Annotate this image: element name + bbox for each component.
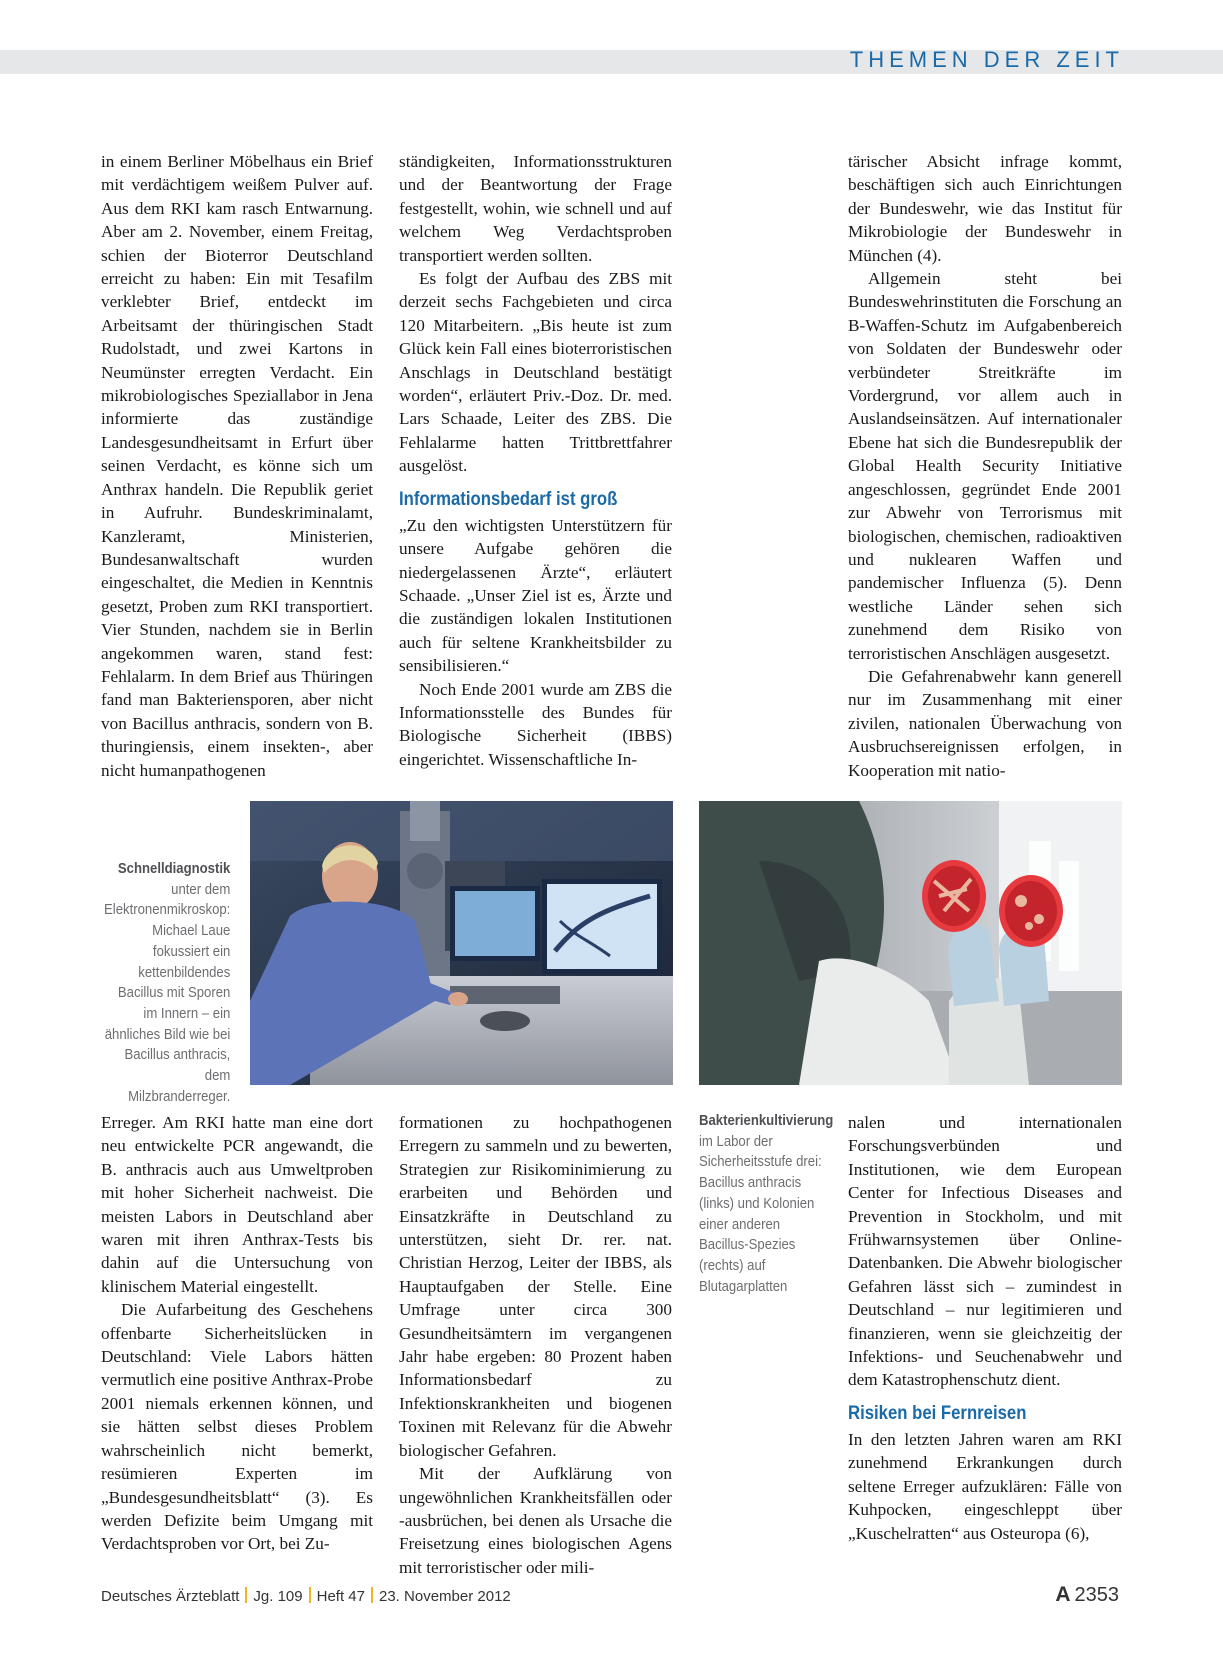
paragraph: in einem Berliner Möbelhaus ein Brief mit verdächtigem weißem Pulver auf. Aus dem RKI kam rasch Entwarnung. Aber am 2. November, einem Freitag, schien der Bioterror Deutschland erreicht zu haben: Ein mit Tesafilm verklebter Brief, entdeckt im Arbeitsamt der thüringischen Stadt Rudolstadt, und zwei Kartons in Neumünster erregten Verdacht. Ein mikrobiologisches Speziallabor in Jena informierte das zuständige Landesgesundheitsamt in Erfurt über seinen Verdacht, es könne sich um Anthrax handeln. Die Republik geriet in Aufruhr. Bundeskriminalamt, Kanzleramt, Ministerien, Bundesanwaltschaft wurden eingeschaltet, die Medien in Kenntnis gesetzt, Proben zum RKI transportiert. Vier Stunden, nachdem sie in Berlin angekommen waren, stand fest: Fehlalarm. In dem Brief aus Thüringen fand man Bakteriensporen, aber nicht von Bacillus anthracis, sondern von B. thuringiensis, einem insekten-, aber nicht humanpathogenen	[101, 152, 373, 780]
column-3-top	[848, 150, 1122, 782]
photo-electron-microscope	[250, 801, 673, 1085]
caption-1-lead: Schnelldiagnostik	[117, 861, 231, 877]
caption-photo-1	[90, 859, 231, 1107]
footer-separator	[309, 1587, 311, 1603]
caption-photo-2	[699, 1111, 834, 1297]
paragraph: „Zu den wichtigsten Unterstützern für unsere Aufgabe gehören die niedergelassenen Ärzte“, erläutert Schaade. „Unser Ziel ist es, Ärzte und die zuständigen lokalen Institutionen auch für seltene Krankheitsbilder zu sensibilisieren.“	[399, 515, 672, 676]
journal-name: Deutsches Ärzteblatt	[101, 1588, 240, 1605]
paragraph: tärischer Absicht infrage kommt, beschäftigen sich auch Einrichtungen der Bundeswehr, wie das Institut für Mikrobiologie der Bundeswehr in München (4).	[848, 152, 1122, 265]
column-2-top	[399, 150, 672, 782]
photo-bacteria-culture	[699, 801, 1122, 1085]
paragraph: Die Gefahrenabwehr kann generell nur im Zusammenhang mit einer zivilen, nationalen Überwachung von Ausbruchsereignissen erfolgen, in Kooperation mit natio-	[848, 666, 1122, 780]
page-prefix: A	[1055, 1583, 1071, 1606]
paragraph: Mit der Aufklärung von ungewöhnlichen Krankheitsfällen oder -ausbrüchen, bei denen als Ursache die Freisetzung eines biologischen Agens mit terroristischer oder mili-	[399, 1464, 672, 1577]
footer-citation	[101, 1587, 511, 1605]
caption-2-text: im Labor der Sicherheitsstufe drei: Bacillus anthracis (links) und Kolonien einer anderen Bacillus-Spezies (rechts) auf Blutagarplatten	[699, 1133, 822, 1295]
photo-electron-microscope-graphic	[250, 801, 673, 1085]
footer-separator	[245, 1587, 247, 1603]
paragraph: In den letzten Jahren waren am RKI zunehmend Erkrankungen durch seltene Erreger aufzuklären: Fälle von Kuhpocken, eingeschleppt über „Kuschelratten“ aus Osteuropa (6),	[848, 1429, 1122, 1543]
paragraph: ständigkeiten, Informationsstrukturen und der Beantwortung der Frage festgestellt, wohin, wie schnell und auf welchem Weg Verdachtsproben transportiert werden sollten.	[399, 152, 672, 265]
paragraph: formationen zu hochpathogenen Erregern zu sammeln und zu bewerten, Strategien zur Risikominimierung zu erarbeiten und Behörden und Einsatzkräfte in Deutschland zu unterstützen, sieht Dr. rer. nat. Christian Herzog, Leiter der IBBS, als Hauptaufgaben der Stelle. Eine Umfrage unter circa 300 Gesundheitsämtern im vergangenen Jahr habe ergeben: 80 Prozent haben Informationsbedarf zu Infektionskrankheiten und biogenen Toxinen mit Relevanz für die Abwehr biologischer Gefahren.	[399, 1113, 672, 1460]
photo-bacteria-culture-graphic	[699, 801, 1122, 1085]
paragraph: Die Aufarbeitung des Geschehens offenbarte Sicherheitslücken in Deutschland: Viele Labors hätten vermutlich eine positive Anthrax-Probe 2001 niemals erkennen können, und sie hätten selbst dieses Problem wahrscheinlich nicht bemerkt, resümieren Experten im „Bundesgesundheitsblatt“ (3). Es werden Defizite beim Umgang mit Verdachtsproben vor Ort, bei Zu-	[101, 1300, 373, 1554]
section-title: THEMEN DER ZEIT	[849, 47, 1124, 72]
issue: Heft 47	[316, 1588, 365, 1605]
column-2-bottom	[399, 1111, 672, 1577]
footer-separator	[371, 1587, 373, 1603]
paragraph: nalen und internationalen Forschungsverbünden und Institutionen, wie dem European Center for Infectious Diseases and Prevention in Stockholm, und mit Frühwarnsystemen über Online-Datenbanken. Die Abwehr biologischer Gefahren lässt sich – zumindest in Deutschland – nur legitimieren und finanzieren, wenn sie gleichzeitig der Infektions- und Seuchenabwehr und dem Katastrophenschutz dient.	[848, 1113, 1122, 1390]
caption-1-text: unter dem Elektronenmikroskop: Michael Laue fokussiert ein kettenbildendes Bacillus mit Sporen im Innern – ein ähnliches Bild wie bei Bacillus anthracis, dem Milzbranderreger.	[104, 881, 231, 1105]
volume: Jg. 109	[253, 1588, 303, 1605]
caption-2-lead: Bakterienkultivierung	[699, 1113, 834, 1129]
paragraph: Erreger. Am RKI hatte man eine dort neu entwickelte PCR angewandt, die B. anthracis auch aus Umweltproben mit hoher Sicherheit nachweist. Die meisten Labors in Deutschland aber waren mit ihren Anthrax-Tests bis dahin auf die Untersuchung von klinischem Material eingestellt.	[101, 1113, 373, 1296]
column-1-top	[101, 150, 373, 782]
paragraph: Es folgt der Aufbau des ZBS mit derzeit sechs Fachgebieten und circa 120 Mitarbeitern. „Bis heute ist zum Glück kein Fall eines bioterroristischen Anschlags in Deutschland bestätigt worden“, erläutert Priv.-Doz. Dr. med. Lars Schaade, Leiter des ZBS. Die Fehlalarme hatten Trittbrettfahrer ausgelöst.	[399, 269, 672, 476]
issue-date: 23. November 2012	[379, 1588, 511, 1605]
column-3-bottom	[848, 1111, 1122, 1553]
page-number	[1055, 1583, 1119, 1607]
page-footer	[101, 1585, 1122, 1611]
paragraph: Noch Ende 2001 wurde am ZBS die Informationsstelle des Bundes für Biologische Sicherheit (IBBS) eingerichtet. Wissenschaftliche In-	[399, 679, 672, 769]
page-number-value: 2353	[1074, 1584, 1119, 1606]
subheading: Informationsbedarf ist groß	[399, 488, 618, 510]
paragraph: Allgemein steht bei Bundeswehrinstituten die Forschung an B-Waffen-Schutz im Aufgabenbereich von Soldaten der Bundeswehr oder verbündeter Streitkräfte im Vordergrund, vor allem auch in Auslandseinsätzen. Auf internationaler Ebene hat sich die Bundesrepublik der Global Health Security Initiative angeschlossen, gegründet Ende 2001 zur Abwehr von Terrorismus mit biologischen, chemischen, radioaktiven und nuklearen Waffen und pandemischer Influenza (5). Denn westliche Länder sehen sich zunehmend dem Risiko von terroristischen Anschlägen ausgesetzt.	[848, 269, 1122, 663]
column-1-bottom	[101, 1111, 373, 1553]
subheading: Risiken bei Fernreisen	[848, 1402, 1027, 1424]
